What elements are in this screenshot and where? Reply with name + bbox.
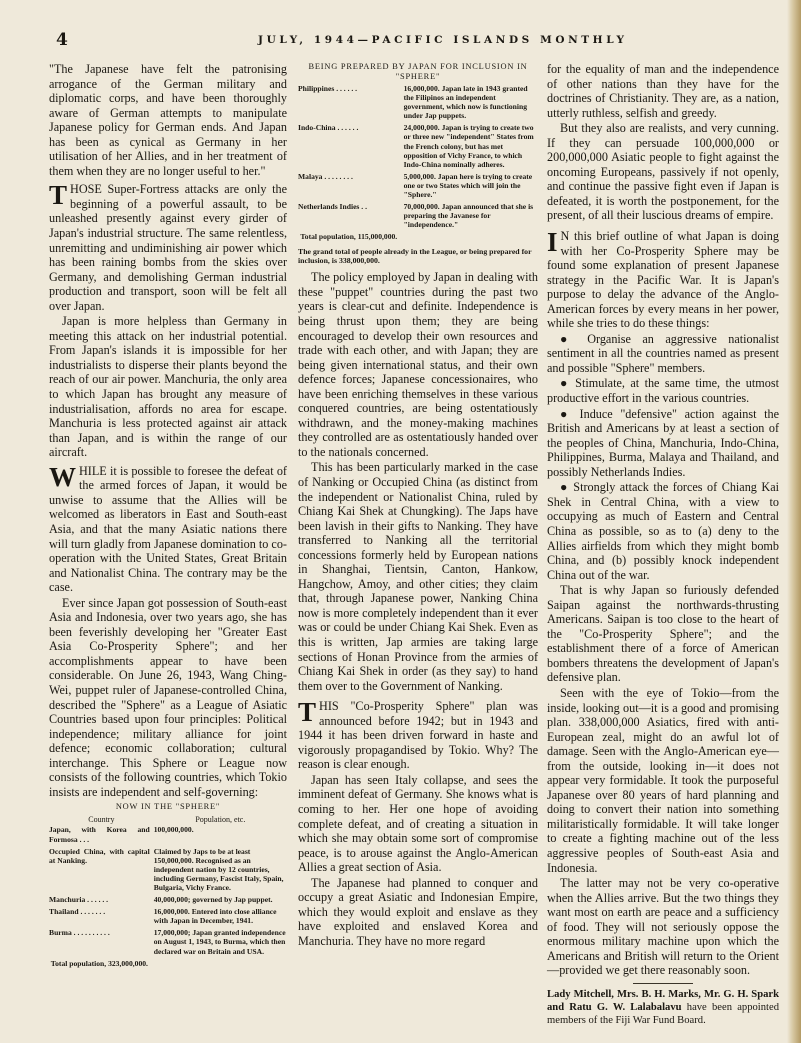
quote-paragraph: "The Japanese have felt the patronising arrogance of the German military and diplomatic corps, and have been thoroughly aware of German attempts to manipulate Japanese policy for German ends. And Japan has been as cynical as Germany in her utilisation of her Allies, and in her treatment of them when they are no longer useful to her."	[49, 62, 287, 178]
table-cell-country: Occupied China, with capital at Nanking.	[49, 846, 150, 865]
article-paragraph: The policy employed by Japan in dealing with these "puppet" countries during the past two years is clear-cut and definite. Independence is being thrust upon them; they are being encouraged to develop their own resources and trade with each other, and with Japan; they are being given international status, and their own defence forces; Japanese concessionaires, who have been enriching themselves in these various conquered countries, are being ostentatiously withdrawn, and the money-making machines they controlled are as ostentatiously handed over to the nationals concerned.	[298, 270, 538, 459]
bullet-paragraph: ● Induce "defensive" action against the British and Americans by at least a section of the peoples of China, Manchuria, Indo-China, Philippines, Burma, Malaya and Thailand, and possibly Netherlands Indies.	[547, 406, 779, 479]
drop-cap: T	[298, 697, 317, 728]
article-paragraph: Japan is more helpless than Germany in meeting this attack on her industrial potential. From Japan's islands it is impossible for her industrialists to disperse their plants beyond the reach of our air power. Manchuria, the only area to which Japan has brought any measure of industrialisation, affords no area for escape. Manchuria is less protected against air attack than Japan, and is within the range of our aircraft.	[49, 314, 287, 460]
grand-total-note: The grand total of people already in the League, or being prepared for inclusion, is 338,000,000.	[298, 246, 532, 265]
table-row-total	[298, 232, 538, 244]
table-cell-country: Manchuria . . . . . .	[49, 895, 109, 905]
table-row	[298, 202, 538, 232]
table-row	[49, 895, 287, 907]
article-paragraph	[298, 699, 538, 772]
table-row	[298, 172, 538, 202]
table-cell-detail: 24,000,000. Japan is trying to create two or three new "independent" States from the French colony, but has met opposition of Vichy France, to which Indo-China nominally adheres.	[403, 123, 534, 169]
article-paragraph: The latter may not be very co-operative when the Allies arrive. But the two things they want most on earth are peace and a sufficiency of food. They will not seriously oppose the enormous military machine upon which the Americans and British will return to the Orient—provided we get there reasonably soon.	[547, 876, 779, 978]
table-row	[49, 847, 287, 895]
appointee-names: Lady Mitchell, Mrs. B. H. Marks, Mr. G. H. Spark and Ratu G. W. Lalabalavu	[547, 988, 779, 1013]
table-cell-country: Malaya . . . . . . . .	[298, 171, 353, 181]
sphere-table-title: NOW IN THE "SPHERE"	[115, 802, 221, 812]
table-cell-country: Japan, with Korea and Formosa . . .	[49, 825, 150, 844]
table-row	[49, 928, 287, 958]
table-cell-country: Netherlands Indies . .	[298, 202, 367, 212]
table-cell-detail: 16,000,000. Japan late in 1943 granted the Filipinos an independent government, which now is functioning under Jap puppets.	[403, 84, 528, 121]
article-paragraph: Japan has seen Italy collapse, and sees the imminent defeat of Germany. She knows what is coming to her. Her one hope of avoiding complete defeat, and of creating a situation in which she may obtain some sort of compromise peace, is to arouse against the Anglo-American Allies a great section of Asia.	[298, 772, 538, 875]
table-cell-detail	[154, 959, 287, 971]
bullet-paragraph: ● Stimulate, at the same time, the utmost productive effort in the various countries.	[547, 376, 779, 406]
sphere-table	[49, 814, 287, 970]
paragraph-text: HILE it is possible to foresee the defeat of the armed forces of Japan, it would be unwise to assume that the Allies will be welcomed as liberators in East and South-east Asia, and that the many Asiatic nations there will turn gladly from Japanese domination to co-operation with the United States, Great Britain and Nationalist China. The contrary may be the case.	[49, 463, 287, 595]
article-paragraph	[547, 229, 779, 331]
table-cell-country: Philippines . . . . . .	[298, 84, 358, 93]
drop-cap: I	[547, 227, 558, 258]
table-cell-detail: 16,000,000. Entered into close alliance with Japan in December, 1941.	[153, 907, 277, 926]
article-paragraph: Seen with the eye of Tokio—from the inside, looking out—it is a good and promising plan. 338,000,000 Asiatics, fired with anti-European zeal, might do an awful lot of damage. Seen with the Anglo-American eye—from the outside, looking in—it does not appear very formidable. It took the purposeful Japanese over 80 years of hard planning and doing to convert their nation into something militaristically formidable. It will take longer to create a fighting machine out of the less aggressive peoples of South-east Asia and Indonesia.	[547, 685, 779, 875]
table-cell-total: Total population, 323,000,000.	[50, 958, 148, 968]
table-cell-country: Burma . . . . . . . . . .	[49, 928, 110, 938]
article-paragraph: But they also are realists, and very cunning. If they can persuade 100,000,000 or 200,000,000 Asiatic people to fight against the oncoming Europeans, passively if not openly, and continue the passive fight even if Japan is defeated, it is worth the postponement, for the present, of all their luscious dreams of empire.	[547, 121, 779, 223]
paragraph-text: HIS "Co-Prosperity Sphere" plan was announced before 1942; but in 1943 and 1944 it has been driven forward in haste and vigorously propagandised by Tokio. Why? The reason is clear enough.	[298, 699, 538, 772]
table-cell-detail: Claimed by Japs to be at least 150,000,000. Recognised as an independent nation by 12 countries, including Germany, Fascist Italy, Spain, Bulgaria, Vichy France.	[153, 846, 284, 892]
article-paragraph	[49, 182, 287, 313]
table-cell-detail: 40,000,000; governed by Jap puppet.	[153, 895, 273, 905]
table-cell-country: Thailand . . . . . . .	[49, 907, 106, 917]
article-paragraph: for the equality of man and the independence of other nations than they have for the doctrines of Christianity. They are, as a nation, utterly ruthless, selfish and greedy.	[547, 62, 779, 120]
note-text: have been appointed members of the Fiji War Fund Board.	[547, 1001, 779, 1026]
table-cell-country: Indo-China . . . . . .	[298, 123, 359, 133]
drop-cap: T	[49, 180, 68, 211]
table-header-row	[49, 814, 287, 825]
table-row	[49, 907, 287, 928]
drop-cap: W	[49, 461, 76, 492]
divider-rule	[633, 983, 693, 984]
running-header: JULY, 1944—PACIFIC ISLANDS MONTHLY	[258, 34, 628, 46]
article-paragraph	[49, 461, 287, 595]
bullet-paragraph: ● Organise an aggressive nationalist sentiment in all the countries named as present and possible "Sphere" members.	[547, 331, 779, 375]
article-paragraph: This has been particularly marked in the case of Nanking or Occupied China (as distinct from the independent or Nationalist China, ruled by Chiang Kai Shek at Chungking). The Japs have been lavish in their gifts to Nanking. They have transferred to Nanking all the territorial concessions formerly held by European nations in Shanghai, Tientsin, Canton, Hankow, Hangchow, Amoy, and other cities; they claim that, through Japanese power, Nanking China now is more completely independent than it ever was or could be under Chiang Kai Shek. Even as this is written, Jap armies are taking large sections of Honan Province from the armies of Chiang Kai Shek in order (as they say) to hand them over to the Government of Nanking.	[298, 460, 538, 693]
table-row	[49, 825, 287, 846]
table-cell-detail: 17,000,000; Japan granted independence on August 1, 1943, to Burma, which then declared war on Britain and USA.	[153, 928, 286, 956]
bullet-paragraph: ● Strongly attack the forces of Chiang Kai Shek in Central China, with a view to occupying as much of Eastern and Central China as possible, so as to (a) deny to the Allies airfields from which they might bomb China, and (b) possibly knock independent China out of the war.	[547, 480, 779, 582]
article-paragraph: Ever since Japan got possession of South-east Asia and Indonesia, over two years ago, she has been feverishly developing her "Greater East Asia Co-Prosperity Sphere"; and her accomplishments appear to have been considerable. On June 26, 1943, Wang Ching-Wei, puppet ruler of Japanese-controlled China, described the "Sphere" as a League of Asiatic Countries based upon four principles: Political independence; military alliance for joint defence; economic collaboration; cultural interchange. This Sphere or League now consists of the following countries, which Tokio insists are independent and self-governing:	[49, 595, 287, 799]
table-cell-total: Total population, 115,000,000.	[300, 232, 398, 242]
table-header-country: Country	[88, 815, 115, 825]
table-row	[298, 123, 538, 171]
table-cell-detail	[404, 232, 538, 244]
table-cell-detail: 70,000,000. Japan announced that she is preparing the Javanese for "independence."	[403, 202, 534, 230]
page-edge	[787, 0, 801, 1043]
column-3	[547, 62, 779, 1028]
paragraph-text: N this brief outline of what Japan is doing with her Co-Prosperity Sphere may be found some explanation of present Japanese strategy in the Pacific War. It is Japan's purpose to delay the advance of the Anglo-American forces by every means in her power, while she tries to do these things:	[547, 229, 779, 331]
table-row	[298, 84, 538, 123]
fiji-war-fund-note	[547, 988, 779, 1027]
column-2	[298, 62, 538, 949]
table-cell-detail: 100,000,000.	[153, 825, 194, 835]
paragraph-text: HOSE Super-Fortress attacks are only the beginning of a powerful assault, to be unleashed presently against every girder of Japan's industrial structure. The same relentless, unremitting and undiminishing air power which has been raining bombs from the skies over Germany, and demolishing German industrial production and transport, soon will be felt all over Japan.	[49, 182, 287, 313]
table-row-total	[49, 959, 287, 971]
preparing-table-title: BEING PREPARED BY JAPAN FOR INCLUSION IN "SPHERE"	[308, 62, 528, 81]
page-number: 4	[56, 30, 68, 50]
table-header-population: Population, etc.	[195, 815, 246, 825]
article-paragraph: The Japanese had planned to conquer and occupy a great Asiatic and Indonesian Empire, which they would exploit and enslave as they have exploited and enslaved Korea and Manchuria. They have no more regard	[298, 875, 538, 948]
table-cell-detail: 5,000,000. Japan here is trying to create one or two States which will join the "Sphere."	[403, 171, 533, 200]
article-paragraph: That is why Japan so furiously defended Saipan against the northwards-thrusting Americans. Saipan is too close to the heart of the "Co-Prosperity Sphere"; and the establishment there of a force of American bombers threatens the development of Japan's defensive plan.	[547, 583, 779, 685]
preparing-table	[298, 84, 538, 245]
column-1	[49, 62, 287, 971]
